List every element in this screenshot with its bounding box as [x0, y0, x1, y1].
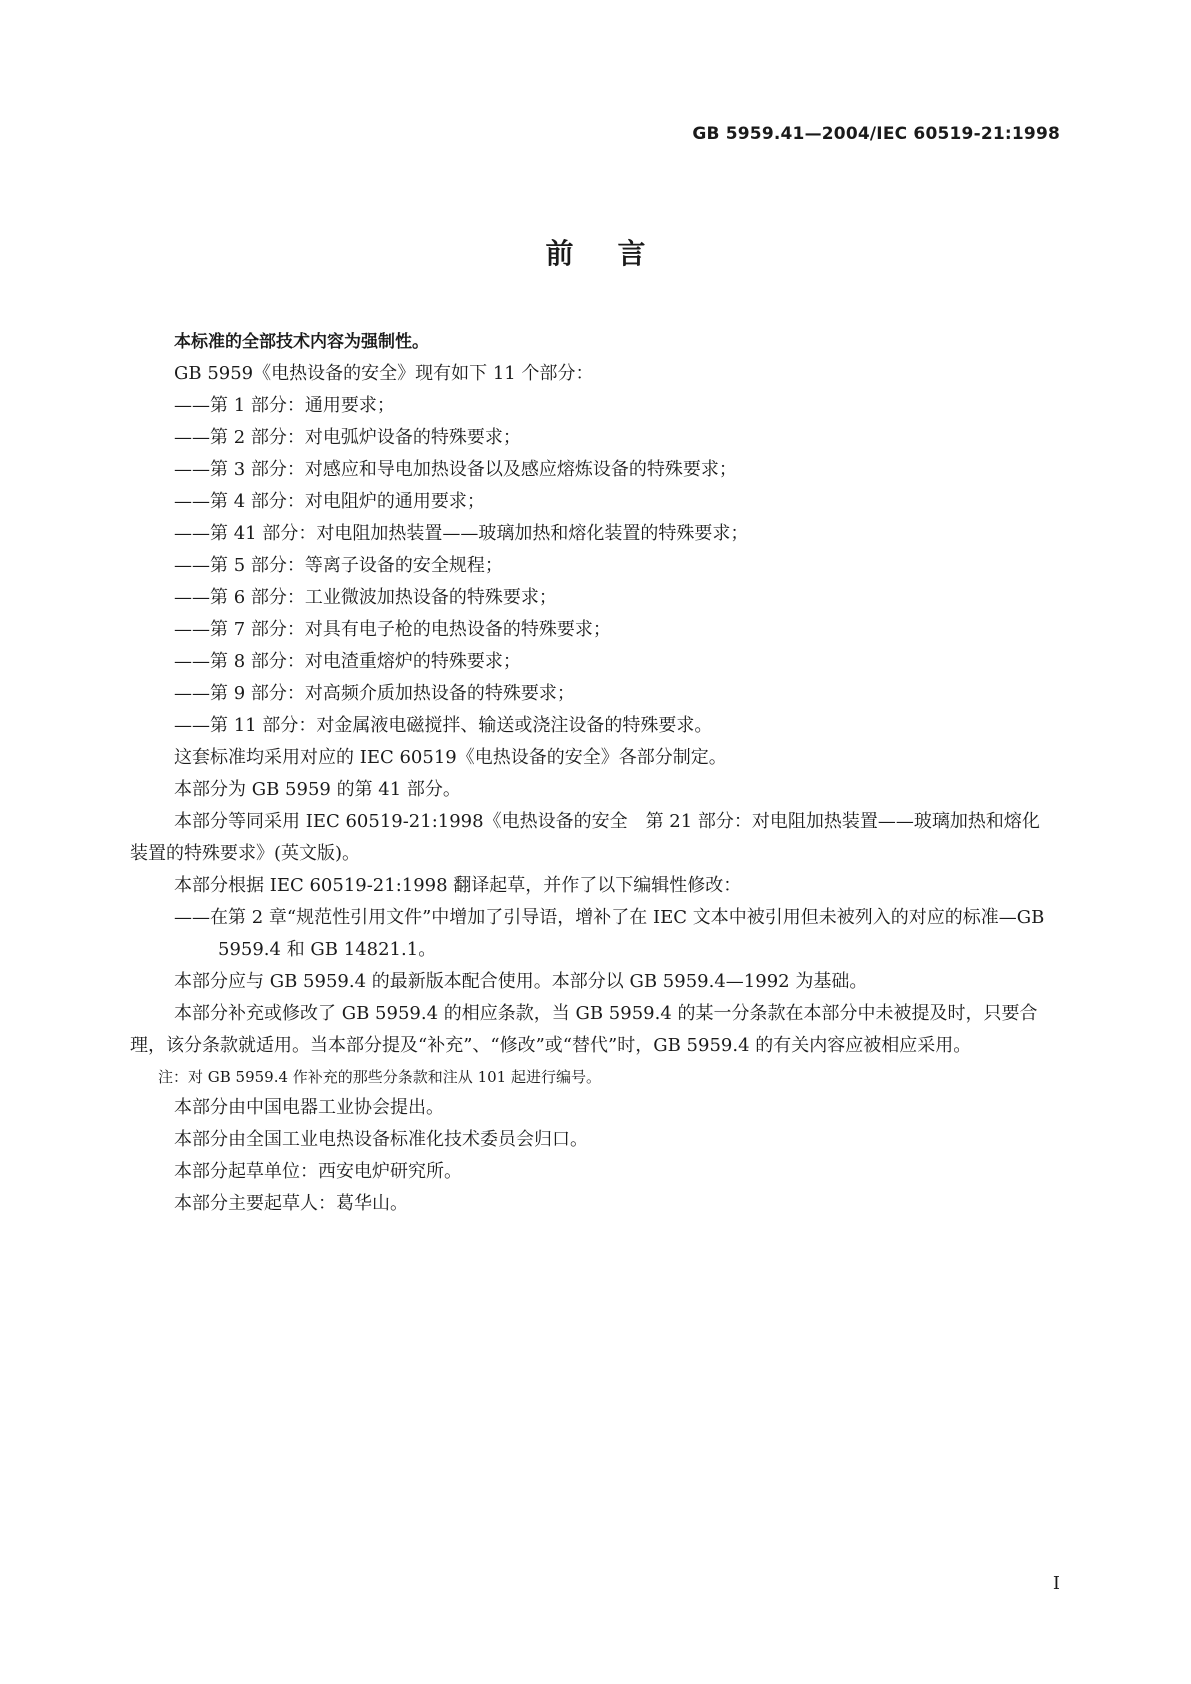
part-list-item: ——第 7 部分：对具有电子枪的电热设备的特殊要求；: [174, 619, 611, 640]
drafter-paragraph: 本部分主要起草人：葛华山。: [174, 1193, 408, 1214]
part-list-item: ——第 2 部分：对电弧炉设备的特殊要求；: [174, 427, 521, 448]
standard-code-header: GB 5959.41—2004/IEC 60519-21:1998: [692, 124, 1060, 144]
used-with-paragraph: 本部分应与 GB 5959.4 的最新版本配合使用。本部分以 GB 5959.4—1992 为基础。: [174, 971, 868, 992]
proposed-by-paragraph: 本部分由中国电器工业协会提出。: [174, 1097, 444, 1118]
part-list-item: ——第 8 部分：对电渣重熔炉的特殊要求；: [174, 651, 521, 672]
adopt-iec-paragraph: 这套标准均采用对应的 IEC 60519《电热设备的安全》各部分制定。: [174, 747, 727, 768]
mandatory-statement: 本标准的全部技术内容为强制性。: [174, 332, 429, 352]
part-list-item: ——第 6 部分：工业微波加热设备的特殊要求；: [174, 587, 557, 608]
part-list-item: ——第 4 部分：对电阻炉的通用要求；: [174, 491, 485, 512]
part-list-item: ——第 3 部分：对感应和导电加热设备以及感应熔炼设备的特殊要求；: [174, 459, 737, 480]
foreword-body: [130, 326, 1057, 1220]
part-list-item: ——第 41 部分：对电阻加热装置——玻璃加热和熔化装置的特殊要求；: [174, 523, 749, 544]
supplement-paragraph: 本部分补充或修改了 GB 5959.4 的相应条款，当 GB 5959.4 的某一分条款在本部分中未被提及时，只要合理，该分条款就适用。当本部分提及“补充”、“修改”或“替代”时，GB 5959.4 的有关内容应被相应采用。: [130, 1003, 1038, 1056]
translated-paragraph: 本部分根据 IEC 60519-21:1998 翻译起草，并作了以下编辑性修改：: [174, 875, 742, 896]
page-title: 前言: [545, 237, 690, 270]
managed-by-paragraph: 本部分由全国工业电热设备标准化技术委员会归口。: [174, 1129, 588, 1150]
intro-paragraph: GB 5959《电热设备的安全》现有如下 11 个部分：: [174, 363, 594, 384]
note-paragraph: 注：对 GB 5959.4 作补充的那些分条款和注从 101 起进行编号。: [158, 1068, 601, 1086]
page-number: I: [1052, 1573, 1060, 1594]
part-list-item: ——第 1 部分：通用要求；: [174, 395, 395, 416]
part-of-paragraph: 本部分为 GB 5959 的第 41 部分。: [174, 779, 461, 800]
part-list-item: ——第 5 部分：等离子设备的安全规程；: [174, 555, 503, 576]
part-list-item: ——第 9 部分：对高频介质加热设备的特殊要求；: [174, 683, 575, 704]
part-list-item: ——第 11 部分：对金属液电磁搅拌、输送或浇注设备的特殊要求。: [174, 715, 713, 736]
drafting-unit-paragraph: 本部分起草单位：西安电炉研究所。: [174, 1161, 462, 1182]
equivalent-paragraph: 本部分等同采用 IEC 60519-21:1998《电热设备的安全 第 21 部分：对电阻加热装置——玻璃加热和熔化装置的特殊要求》(英文版)。: [130, 811, 1040, 864]
modification-item: ——在第 2 章“规范性引用文件”中增加了引导语，增补了在 IEC 文本中被引用但未被列入的对应的标准—GB 5959.4 和 GB 14821.1。: [174, 907, 1045, 960]
